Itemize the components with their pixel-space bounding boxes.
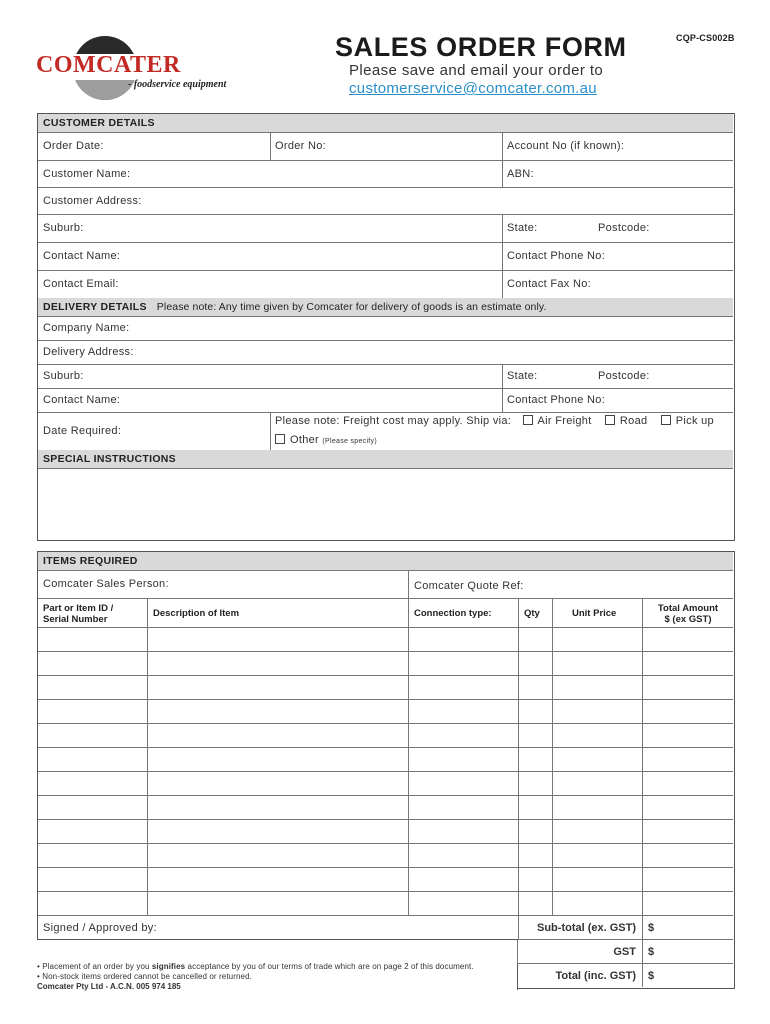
total-currency[interactable]: $ — [648, 970, 655, 982]
totals-bottom-border — [517, 988, 735, 989]
delivery-note: Please note: Any time given by Comcater for delivery of goods is an estimate only. — [156, 301, 547, 313]
company-name-field[interactable]: Company Name: — [43, 322, 130, 334]
items-frame — [37, 551, 735, 989]
col-part-id-line2: Serial Number — [43, 614, 108, 625]
delivery-postcode-field[interactable]: Postcode: — [598, 370, 650, 382]
logo-text: COMCATER — [36, 52, 181, 78]
customer-contact-email-field[interactable]: Contact Email: — [43, 278, 119, 290]
customer-details-header — [38, 114, 733, 133]
customer-postcode-field[interactable]: Postcode: — [598, 222, 650, 234]
col-part-id-line1: Part or Item ID / — [43, 603, 114, 614]
ship-other-hint: (Please specify) — [322, 438, 377, 445]
customer-state-field[interactable]: State: — [507, 222, 538, 234]
quote-ref-field[interactable]: Comcater Quote Ref: — [414, 580, 524, 592]
col-unit-price-header: Unit Price — [572, 608, 617, 619]
date-required-field[interactable]: Date Required: — [43, 425, 122, 437]
delivery-contact-phone-field[interactable]: Contact Phone No: — [507, 394, 606, 406]
col-description-header: Description of Item — [153, 608, 240, 619]
delivery-suburb-field[interactable]: Suburb: — [43, 370, 84, 382]
totals-left-border — [517, 962, 519, 990]
delivery-details-header — [38, 298, 733, 317]
delivery-details-title: DELIVERY DETAILS — [43, 301, 147, 313]
page-title: SALES ORDER FORM — [335, 32, 627, 62]
footer-note-terms-post: acceptance by you of our terms of trade which are on page 2 of this document. — [185, 962, 474, 971]
items-required-header — [38, 552, 733, 571]
ship-air-freight-label: Air Freight — [537, 415, 592, 427]
checkbox-icon[interactable] — [605, 415, 615, 425]
sales-person-field[interactable]: Comcater Sales Person: — [43, 578, 169, 590]
customer-details-title: CUSTOMER DETAILS — [43, 117, 155, 129]
delivery-state-field[interactable]: State: — [507, 370, 538, 382]
ship-other-label: Other — [290, 434, 320, 446]
col-total-line1: Total Amount — [657, 603, 719, 614]
footer-note-terms-pre: Placement of an order by you — [42, 962, 152, 971]
account-no-field[interactable]: Account No (if known): — [507, 140, 625, 152]
ship-air-freight-option[interactable] — [523, 415, 592, 427]
freight-note — [275, 415, 714, 427]
gst-label: GST — [613, 946, 636, 958]
footer-company: Comcater Pty Ltd - A.C.N. 005 974 185 — [37, 982, 181, 991]
signed-approved-field[interactable]: Signed / Approved by: — [43, 922, 157, 934]
ship-other-option[interactable] — [275, 434, 377, 446]
customer-contact-name-field[interactable]: Contact Name: — [43, 250, 121, 262]
col-part-id-header — [43, 603, 113, 625]
ship-road-label: Road — [619, 415, 648, 427]
abn-field[interactable]: ABN: — [507, 168, 534, 180]
totals-divider — [517, 940, 519, 964]
footer-note-terms: • Placement of an order by you signifies acceptance by you of our terms of trade which are on page 2 of this document. — [37, 962, 474, 971]
ship-pickup-option[interactable] — [661, 415, 714, 427]
document-code: CQP-CS002B — [676, 33, 735, 43]
total-label: Total (inc. GST) — [555, 970, 636, 982]
checkbox-icon[interactable] — [661, 415, 671, 425]
page-subtitle: Please save and email your order to — [349, 62, 604, 79]
customer-address-field[interactable]: Customer Address: — [43, 195, 142, 207]
footer-note-nonstock-text: Non-stock items ordered cannot be cancelled or returned. — [42, 972, 252, 981]
checkbox-icon[interactable] — [275, 434, 285, 444]
subtotal-currency[interactable]: $ — [648, 922, 655, 934]
col-total-header — [644, 603, 732, 625]
delivery-address-field[interactable]: Delivery Address: — [43, 346, 134, 358]
freight-note-text: Please note: Freight cost may apply. Ship via: — [275, 415, 512, 427]
customer-contact-fax-field[interactable]: Contact Fax No: — [507, 278, 591, 290]
special-instructions-area[interactable] — [38, 469, 733, 539]
footer-note-terms-bold: signifies — [151, 962, 186, 971]
ship-road-option[interactable] — [605, 415, 648, 427]
order-date-field[interactable]: Order Date: — [43, 140, 104, 152]
checkbox-icon[interactable] — [523, 415, 533, 425]
footer-note-nonstock: • Non-stock items ordered cannot be cancelled or returned. — [37, 972, 252, 981]
special-instructions-header — [38, 450, 733, 469]
customer-suburb-field[interactable]: Suburb: — [43, 222, 84, 234]
order-no-field[interactable]: Order No: — [275, 140, 326, 152]
col-total-line2: $ (ex GST) — [664, 614, 712, 625]
delivery-contact-name-field[interactable]: Contact Name: — [43, 394, 121, 406]
logo-tagline: - foodservice equipment — [128, 79, 227, 90]
col-connection-header: Connection type: — [414, 608, 492, 619]
items-required-title: ITEMS REQUIRED — [43, 555, 138, 567]
subtotal-label: Sub-total (ex. GST) — [537, 922, 636, 934]
ship-pickup-label: Pick up — [675, 415, 714, 427]
email-link[interactable]: customerservice@comcater.com.au — [349, 80, 597, 97]
customer-contact-phone-field[interactable]: Contact Phone No: — [507, 250, 606, 262]
customer-name-field[interactable]: Customer Name: — [43, 168, 131, 180]
order-details-frame — [37, 113, 735, 541]
col-qty-header: Qty — [524, 608, 540, 619]
special-instructions-title: SPECIAL INSTRUCTIONS — [43, 453, 176, 465]
gst-currency[interactable]: $ — [648, 946, 655, 958]
